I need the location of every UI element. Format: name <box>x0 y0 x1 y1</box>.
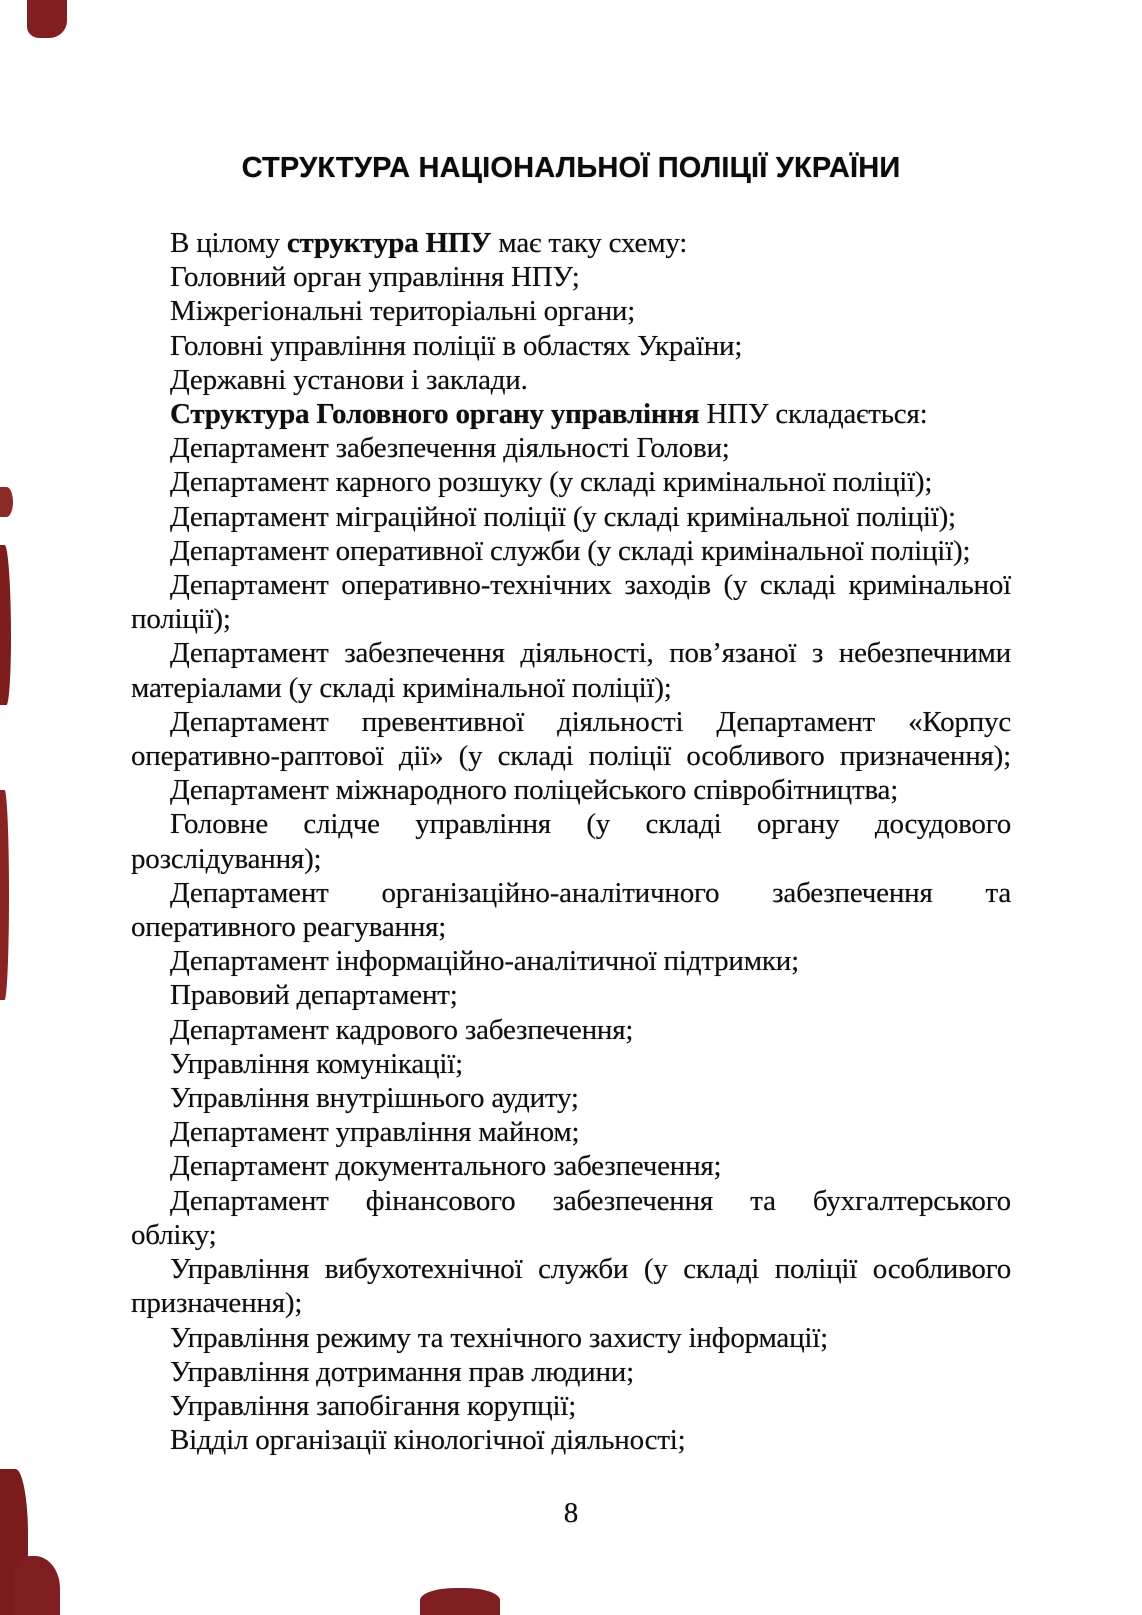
text-line <box>131 978 1011 1012</box>
text-line <box>131 329 1011 363</box>
bold-text-segment: структура НПУ <box>286 227 492 259</box>
text-segment: Департамент оперативно-технічних заходів (у складі кримінальної <box>170 569 1011 602</box>
text-segment: призначення); <box>131 1287 303 1320</box>
text-line <box>131 1184 1011 1218</box>
document-title: СТРУКТУРА НАЦІОНАЛЬНОЇ ПОЛІЦІЇ УКРАЇНИ <box>241 152 901 184</box>
text-line <box>131 500 1011 534</box>
text-line <box>131 705 1011 739</box>
text-segment: Департамент кадрового забезпечення; <box>170 1013 634 1046</box>
text-segment: Департамент документального забезпечення; <box>170 1150 722 1183</box>
text-line <box>131 1286 1011 1320</box>
text-segment: матеріалами (у складі кримінальної поліції); <box>131 671 672 704</box>
text-line <box>131 739 1011 773</box>
text-segment: Управління внутрішнього аудиту; <box>170 1082 579 1115</box>
text-line <box>131 1115 1011 1149</box>
text-segment: Департамент інформаційно-аналітичної підтримки; <box>170 945 799 978</box>
text-line <box>131 671 1011 705</box>
text-segment: поліції); <box>131 603 231 636</box>
text-segment: Головне слідче управління (у складі органу досудового <box>170 808 1011 841</box>
text-line <box>131 636 1011 670</box>
text-segment: Управління вибухотехнічної служби (у складі поліції особливого <box>170 1253 1011 1286</box>
text-segment: Департамент міжнародного поліцейського співробітництва; <box>170 774 899 807</box>
text-line <box>131 1252 1011 1286</box>
text-segment: Департамент фінансового забезпечення та бухгалтерського <box>170 1184 1011 1217</box>
text-line <box>131 1149 1011 1183</box>
text-line <box>131 944 1011 978</box>
text-segment: Відділ організації кінологічної діяльності; <box>170 1424 686 1457</box>
text-line <box>131 1047 1011 1081</box>
text-line <box>131 534 1011 568</box>
text-segment: Головний орган управління НПУ; <box>170 261 580 294</box>
text-segment: Департамент організаційно-аналітичного забезпечення та <box>170 876 1011 909</box>
text-segment: має таку схему: <box>491 227 688 259</box>
text-line <box>131 568 1011 602</box>
text-segment: Департамент міграційної поліції (у складі кримінальної поліції); <box>170 500 956 533</box>
text-segment: розслідування); <box>131 842 322 875</box>
text-line <box>131 1321 1011 1355</box>
text-line <box>131 1081 1011 1115</box>
text-segment: оперативно-раптової дії» (у складі поліції особливого призначення); <box>131 740 1011 773</box>
text-segment: Правовий департамент; <box>170 979 458 1012</box>
ink-stain <box>420 1588 500 1615</box>
text-line <box>131 773 1011 807</box>
text-segment: Департамент оперативної служби (у складі кримінальної поліції); <box>170 534 971 567</box>
text-line <box>131 910 1011 944</box>
ink-stain <box>27 0 67 38</box>
text-segment: В цілому <box>170 227 287 259</box>
text-line <box>131 842 1011 876</box>
text-segment: оперативного реагування; <box>131 911 447 944</box>
text-line <box>131 1355 1011 1389</box>
text-line <box>131 226 1011 260</box>
document-body <box>131 226 1011 1457</box>
ink-stain <box>14 1556 60 1615</box>
text-line <box>131 1013 1011 1047</box>
text-line <box>131 260 1011 294</box>
text-segment: Департамент забезпечення діяльності Голови; <box>170 432 730 465</box>
bold-text-segment: Структура Головного органу управління <box>170 398 700 431</box>
text-segment: Головні управління поліції в областях України; <box>170 329 743 362</box>
text-line <box>131 1389 1011 1423</box>
text-segment: НПУ складається: <box>699 398 928 431</box>
text-line <box>131 431 1011 465</box>
text-segment: обліку; <box>131 1218 217 1251</box>
ink-stain <box>0 790 9 1000</box>
text-segment: Державні установи і заклади. <box>170 363 528 396</box>
page-number: 8 <box>563 1497 579 1529</box>
text-segment: Департамент управління майном; <box>170 1116 580 1149</box>
text-line <box>131 1423 1011 1457</box>
text-segment: Департамент забезпечення діяльності, пов’язаної з небезпечними <box>170 637 1011 670</box>
text-segment: Управління запобігання корупції; <box>170 1389 577 1422</box>
text-line <box>131 363 1011 397</box>
text-line <box>131 294 1011 328</box>
text-line <box>131 876 1011 910</box>
text-segment: Департамент карного розшуку (у складі кримінальної поліції); <box>170 466 933 499</box>
text-line <box>131 397 1011 431</box>
ink-stain <box>0 487 13 517</box>
text-line <box>131 807 1011 841</box>
text-line <box>131 602 1011 636</box>
ink-stain <box>0 545 11 705</box>
text-segment: Управління комунікації; <box>170 1047 463 1080</box>
text-segment: Департамент превентивної діяльності Департамент «Корпус <box>170 705 1011 738</box>
text-segment: Управління дотримання прав людини; <box>170 1355 634 1388</box>
text-line <box>131 465 1011 499</box>
text-segment: Міжрегіональні територіальні органи; <box>170 295 636 328</box>
text-line <box>131 1218 1011 1252</box>
text-segment: Управління режиму та технічного захисту інформації; <box>170 1321 828 1354</box>
page-content <box>131 151 1011 1457</box>
